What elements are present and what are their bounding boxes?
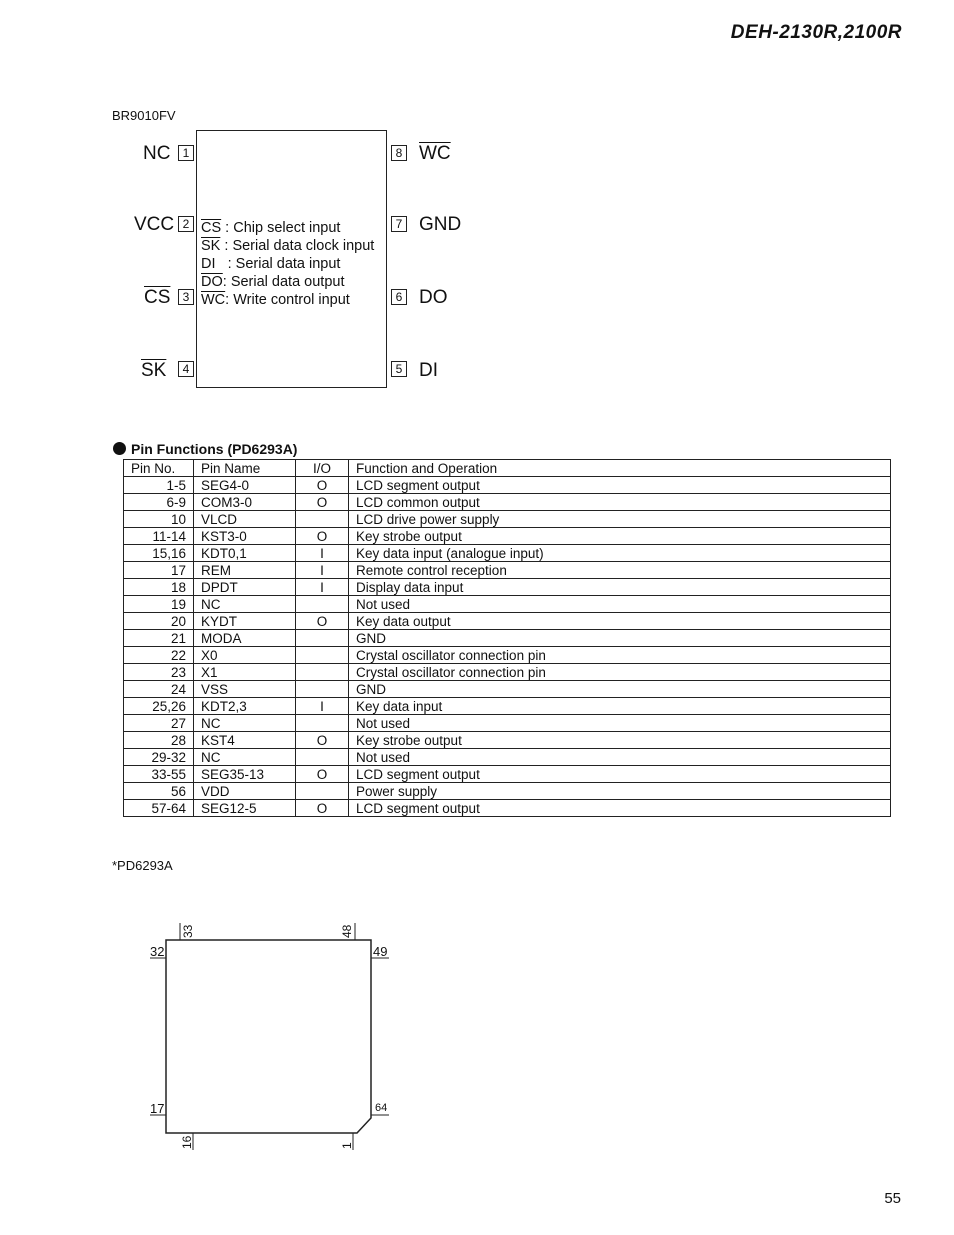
qfp-package-outline	[140, 915, 410, 1160]
cell-io: O	[296, 528, 349, 545]
legend-sep: :	[225, 292, 234, 308]
cell-pin-name: NC	[194, 715, 296, 732]
legend-sep: :	[215, 256, 236, 272]
table-row	[124, 528, 891, 545]
package-pin-16: 16	[180, 1135, 194, 1149]
pin-label-vcc: VCC	[134, 214, 175, 235]
cell-io	[296, 511, 349, 528]
table-row	[124, 766, 891, 783]
pin-number-4: 4	[178, 361, 194, 377]
pin-number-3: 3	[178, 289, 194, 305]
package-pin-1: 1	[340, 1142, 354, 1149]
table-row	[124, 715, 891, 732]
package-pin-64: 64	[375, 1102, 388, 1114]
cell-io: O	[296, 494, 349, 511]
cell-pin-no: 11-14	[124, 528, 194, 545]
table-row	[124, 681, 891, 698]
package-pin-49: 49	[373, 944, 388, 959]
cell-function: Not used	[349, 715, 891, 732]
pin-number-6: 6	[391, 289, 407, 305]
legend-item	[201, 219, 374, 237]
pin-label-di: DI	[419, 360, 438, 381]
table-row	[124, 698, 891, 715]
cell-io	[296, 630, 349, 647]
header-pin-no: Pin No.	[124, 460, 194, 477]
cell-function: LCD segment output	[349, 800, 891, 817]
cell-pin-no: 23	[124, 664, 194, 681]
pin-label-do: DO	[419, 287, 448, 308]
table-row	[124, 783, 891, 800]
cell-pin-no: 15,16	[124, 545, 194, 562]
table-row	[124, 613, 891, 630]
eeprom-signal-legend	[201, 219, 374, 309]
pin-number-8: 8	[391, 145, 407, 161]
cell-pin-name: KST3-0	[194, 528, 296, 545]
cell-pin-name: SEG35-13	[194, 766, 296, 783]
cell-pin-no: 22	[124, 647, 194, 664]
section-title-text: Pin Functions (PD6293A)	[131, 441, 298, 457]
cell-io: O	[296, 732, 349, 749]
cell-pin-name: X0	[194, 647, 296, 664]
cell-function: Key data input	[349, 698, 891, 715]
eeprom-part-label: BR9010FV	[112, 108, 176, 123]
legend-key: $\overline{DO}$	[201, 274, 223, 290]
legend-desc: Serial data input	[235, 256, 341, 272]
cell-pin-name: DPDT	[194, 579, 296, 596]
cell-io: I	[296, 545, 349, 562]
pin-label-nc: NC	[143, 143, 171, 164]
package-pin-17: 17	[150, 1101, 165, 1116]
cell-io: O	[296, 766, 349, 783]
table-row	[124, 664, 891, 681]
cell-pin-no: 57-64	[124, 800, 194, 817]
cell-function: Key data input (analogue input)	[349, 545, 891, 562]
cell-pin-no: 17	[124, 562, 194, 579]
legend-desc: Write control input	[233, 292, 350, 308]
pin-number-1: 1	[178, 145, 194, 161]
cell-pin-no: 29-32	[124, 749, 194, 766]
cell-io	[296, 783, 349, 800]
cell-io	[296, 749, 349, 766]
cell-function: Not used	[349, 596, 891, 613]
legend-item	[201, 237, 374, 255]
cell-pin-name: KDT2,3	[194, 698, 296, 715]
table-row	[124, 732, 891, 749]
pin-label-wc: $\overline{WC}$	[419, 143, 451, 164]
table-row	[124, 477, 891, 494]
header-io: I/O	[296, 460, 349, 477]
cell-pin-no: 28	[124, 732, 194, 749]
legend-desc: Chip select input	[233, 220, 341, 236]
cell-function: Power supply	[349, 783, 891, 800]
legend-key: DI	[201, 256, 216, 272]
legend-sep: :	[220, 238, 233, 254]
section-title	[113, 441, 297, 457]
model-title: DEH-2130R,2100R	[730, 22, 902, 43]
pin-number-2: 2	[178, 216, 194, 232]
page-number: 55	[884, 1190, 901, 1207]
legend-key: $\overline{CS}$	[201, 220, 222, 236]
cell-io: I	[296, 562, 349, 579]
cell-function: LCD segment output	[349, 766, 891, 783]
header-pin-name: Pin Name	[194, 460, 296, 477]
cell-pin-name: KDT0,1	[194, 545, 296, 562]
legend-sep: :	[221, 220, 234, 236]
pin-label-sk: $\overline{SK}$	[141, 360, 167, 381]
pin-number-7: 7	[391, 216, 407, 232]
header-function: Function and Operation	[349, 460, 891, 477]
cell-pin-no: 18	[124, 579, 194, 596]
legend-item	[201, 255, 374, 273]
cell-function: LCD common output	[349, 494, 891, 511]
table-row	[124, 562, 891, 579]
cell-io: O	[296, 800, 349, 817]
package-pin-32: 32	[150, 944, 165, 959]
cell-function: Not used	[349, 749, 891, 766]
cell-function: LCD segment output	[349, 477, 891, 494]
cell-function: Display data input	[349, 579, 891, 596]
legend-key: $\overline{SK}$	[201, 238, 221, 254]
package-pin-33: 33	[181, 924, 195, 938]
cell-pin-name: X1	[194, 664, 296, 681]
cell-pin-name: VLCD	[194, 511, 296, 528]
cell-pin-no: 56	[124, 783, 194, 800]
cell-pin-name: KYDT	[194, 613, 296, 630]
cell-pin-no: 24	[124, 681, 194, 698]
table-body	[124, 477, 891, 817]
table-header-row	[124, 460, 891, 477]
cell-function: Key strobe output	[349, 528, 891, 545]
cell-pin-no: 6-9	[124, 494, 194, 511]
legend-item	[201, 291, 374, 309]
cell-pin-name: MODA	[194, 630, 296, 647]
cell-pin-no: 20	[124, 613, 194, 630]
cell-io: O	[296, 477, 349, 494]
cell-function: Crystal oscillator connection pin	[349, 647, 891, 664]
pin-label-cs: $\overline{CS}$	[144, 287, 171, 308]
cell-pin-name: NC	[194, 749, 296, 766]
cell-pin-name: SEG12-5	[194, 800, 296, 817]
pin-number-5: 5	[391, 361, 407, 377]
table-row	[124, 647, 891, 664]
table-row	[124, 630, 891, 647]
cell-function: Crystal oscillator connection pin	[349, 664, 891, 681]
cell-pin-no: 25,26	[124, 698, 194, 715]
table-row	[124, 579, 891, 596]
cell-io: I	[296, 579, 349, 596]
cell-function: LCD drive power supply	[349, 511, 891, 528]
cell-pin-no: 33-55	[124, 766, 194, 783]
cell-pin-no: 27	[124, 715, 194, 732]
table-row	[124, 545, 891, 562]
pin-functions-table	[123, 459, 891, 817]
cell-pin-no: 21	[124, 630, 194, 647]
legend-desc: Serial data output	[230, 274, 345, 290]
cell-function: GND	[349, 630, 891, 647]
table-row	[124, 596, 891, 613]
table-row	[124, 511, 891, 528]
cell-pin-name: COM3-0	[194, 494, 296, 511]
cell-pin-name: REM	[194, 562, 296, 579]
cell-pin-name: VDD	[194, 783, 296, 800]
cell-pin-no: 19	[124, 596, 194, 613]
cell-pin-name: SEG4-0	[194, 477, 296, 494]
cell-io	[296, 596, 349, 613]
legend-sep: :	[222, 274, 231, 290]
table-row	[124, 494, 891, 511]
cell-function: Key data output	[349, 613, 891, 630]
cell-function: Key strobe output	[349, 732, 891, 749]
cell-pin-no: 1-5	[124, 477, 194, 494]
legend-item	[201, 273, 374, 291]
bullet-icon	[113, 442, 126, 455]
package-pin-48: 48	[340, 924, 354, 938]
cell-io: O	[296, 613, 349, 630]
cell-function: Remote control reception	[349, 562, 891, 579]
cell-io: I	[296, 698, 349, 715]
table-row	[124, 749, 891, 766]
cell-pin-no: 10	[124, 511, 194, 528]
pin-label-gnd: GND	[419, 214, 462, 235]
package-body	[166, 940, 371, 1133]
cell-io	[296, 647, 349, 664]
cell-io	[296, 664, 349, 681]
cell-io	[296, 715, 349, 732]
cell-pin-name: NC	[194, 596, 296, 613]
legend-desc: Serial data clock input	[232, 238, 375, 254]
cell-function: GND	[349, 681, 891, 698]
package-label: *PD6293A	[112, 858, 173, 873]
cell-pin-name: VSS	[194, 681, 296, 698]
table-row	[124, 800, 891, 817]
cell-io	[296, 681, 349, 698]
legend-key: $\overline{WC}$	[201, 292, 226, 308]
cell-pin-name: KST4	[194, 732, 296, 749]
